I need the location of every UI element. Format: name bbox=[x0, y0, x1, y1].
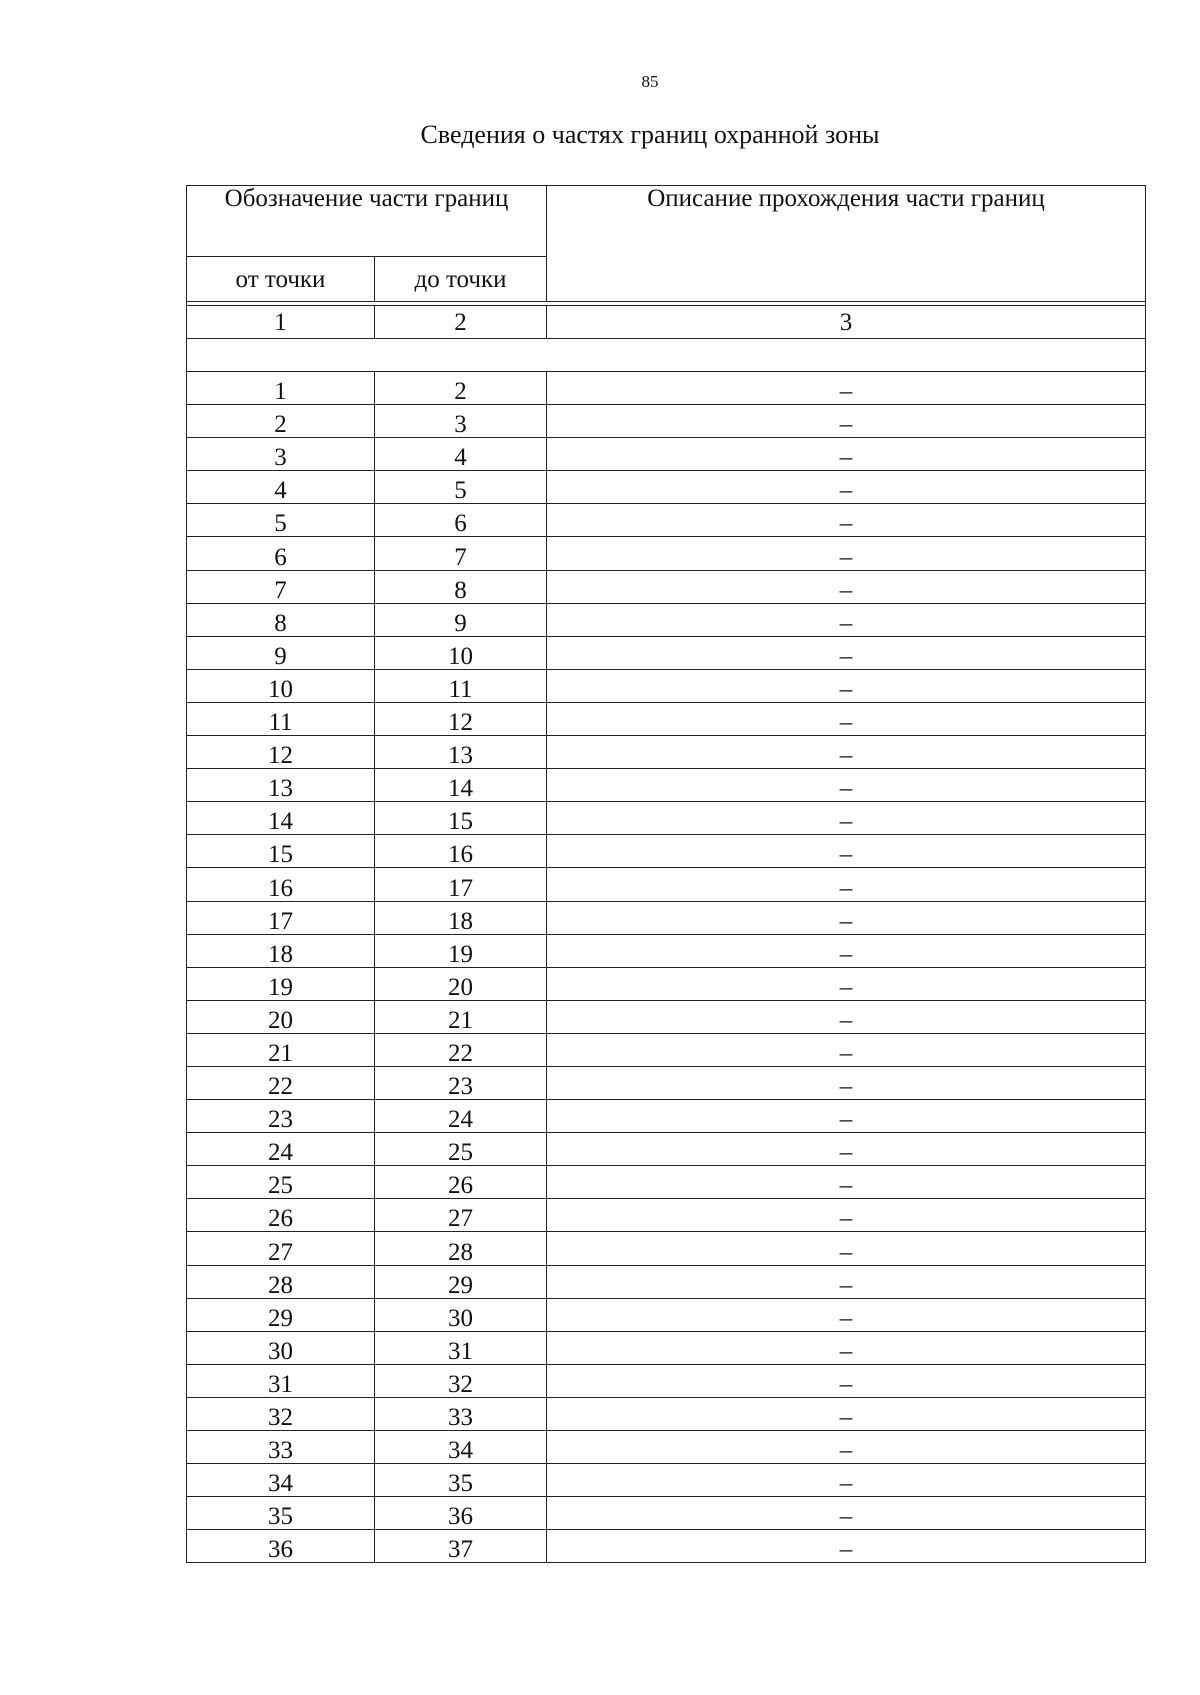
from-point-cell: 19 bbox=[187, 967, 375, 1000]
column-number: 1 bbox=[187, 306, 375, 339]
table-row bbox=[187, 603, 1146, 636]
to-point-cell: 25 bbox=[375, 1133, 547, 1166]
description-cell: – bbox=[547, 1431, 1146, 1464]
from-point-cell: 33 bbox=[187, 1431, 375, 1464]
table-row bbox=[187, 636, 1146, 669]
from-point-cell: 31 bbox=[187, 1364, 375, 1397]
to-point-cell: 12 bbox=[375, 702, 547, 735]
to-point-cell: 33 bbox=[375, 1397, 547, 1430]
description-cell: – bbox=[547, 1166, 1146, 1199]
description-cell: – bbox=[547, 736, 1146, 769]
from-point-cell: 25 bbox=[187, 1166, 375, 1199]
to-point-cell: 11 bbox=[375, 669, 547, 702]
description-cell: – bbox=[547, 438, 1146, 471]
table-row bbox=[187, 736, 1146, 769]
description-cell: – bbox=[547, 1497, 1146, 1530]
description-cell: – bbox=[547, 1199, 1146, 1232]
description-cell: – bbox=[547, 967, 1146, 1000]
table-row bbox=[187, 1530, 1146, 1563]
description-cell: – bbox=[547, 1066, 1146, 1099]
table-row bbox=[187, 1464, 1146, 1497]
description-cell: – bbox=[547, 1331, 1146, 1364]
description-cell: – bbox=[547, 1265, 1146, 1298]
column-number: 3 bbox=[547, 306, 1146, 339]
table-row bbox=[187, 1331, 1146, 1364]
description-cell: – bbox=[547, 471, 1146, 504]
header-description: Описание прохождения части границ bbox=[547, 186, 1146, 302]
from-point-cell: 28 bbox=[187, 1265, 375, 1298]
section-separator-row bbox=[187, 339, 1146, 372]
from-point-cell: 18 bbox=[187, 934, 375, 967]
from-point-cell: 3 bbox=[187, 438, 375, 471]
from-point-cell: 9 bbox=[187, 636, 375, 669]
to-point-cell: 28 bbox=[375, 1232, 547, 1265]
table-row bbox=[187, 769, 1146, 802]
description-cell: – bbox=[547, 835, 1146, 868]
from-point-cell: 7 bbox=[187, 570, 375, 603]
table-row bbox=[187, 1265, 1146, 1298]
from-point-cell: 8 bbox=[187, 603, 375, 636]
table-row bbox=[187, 372, 1146, 405]
table-row bbox=[187, 1100, 1146, 1133]
table-row bbox=[187, 1232, 1146, 1265]
from-point-cell: 4 bbox=[187, 471, 375, 504]
to-point-cell: 5 bbox=[375, 471, 547, 504]
to-point-cell: 27 bbox=[375, 1199, 547, 1232]
table-row bbox=[187, 669, 1146, 702]
to-point-cell: 29 bbox=[375, 1265, 547, 1298]
to-point-cell: 6 bbox=[375, 504, 547, 537]
table-row bbox=[187, 504, 1146, 537]
description-cell: – bbox=[547, 1464, 1146, 1497]
description-cell: – bbox=[547, 1397, 1146, 1430]
from-point-cell: 11 bbox=[187, 702, 375, 735]
column-numbers-row bbox=[187, 306, 1146, 339]
to-point-cell: 24 bbox=[375, 1100, 547, 1133]
description-cell: – bbox=[547, 603, 1146, 636]
table-row bbox=[187, 570, 1146, 603]
from-point-cell: 30 bbox=[187, 1331, 375, 1364]
to-point-cell: 13 bbox=[375, 736, 547, 769]
to-point-cell: 4 bbox=[375, 438, 547, 471]
table-row bbox=[187, 1364, 1146, 1397]
table-row bbox=[187, 438, 1146, 471]
to-point-cell: 7 bbox=[375, 537, 547, 570]
from-point-cell: 27 bbox=[187, 1232, 375, 1265]
to-point-cell: 31 bbox=[375, 1331, 547, 1364]
table-row bbox=[187, 1066, 1146, 1099]
description-cell: – bbox=[547, 1100, 1146, 1133]
from-point-cell: 5 bbox=[187, 504, 375, 537]
table-row bbox=[187, 835, 1146, 868]
to-point-cell: 34 bbox=[375, 1431, 547, 1464]
from-point-cell: 22 bbox=[187, 1066, 375, 1099]
table-row bbox=[187, 1497, 1146, 1530]
table-header-row bbox=[187, 186, 1146, 257]
to-point-cell: 16 bbox=[375, 835, 547, 868]
to-point-cell: 30 bbox=[375, 1298, 547, 1331]
header-to-point: до точки bbox=[375, 257, 547, 302]
table-row bbox=[187, 1133, 1146, 1166]
to-point-cell: 17 bbox=[375, 868, 547, 901]
from-point-cell: 16 bbox=[187, 868, 375, 901]
description-cell: – bbox=[547, 1133, 1146, 1166]
to-point-cell: 18 bbox=[375, 901, 547, 934]
from-point-cell: 34 bbox=[187, 1464, 375, 1497]
to-point-cell: 32 bbox=[375, 1364, 547, 1397]
table-row bbox=[187, 1431, 1146, 1464]
to-point-cell: 22 bbox=[375, 1033, 547, 1066]
description-cell: – bbox=[547, 372, 1146, 405]
from-point-cell: 35 bbox=[187, 1497, 375, 1530]
table-row bbox=[187, 1298, 1146, 1331]
from-point-cell: 29 bbox=[187, 1298, 375, 1331]
table-row bbox=[187, 802, 1146, 835]
description-cell: – bbox=[547, 636, 1146, 669]
to-point-cell: 21 bbox=[375, 1000, 547, 1033]
header-designation: Обозначение части границ bbox=[187, 186, 547, 257]
table-row bbox=[187, 702, 1146, 735]
to-point-cell: 37 bbox=[375, 1530, 547, 1563]
description-cell: – bbox=[547, 1530, 1146, 1563]
from-point-cell: 26 bbox=[187, 1199, 375, 1232]
to-point-cell: 8 bbox=[375, 570, 547, 603]
description-cell: – bbox=[547, 669, 1146, 702]
description-cell: – bbox=[547, 1364, 1146, 1397]
description-cell: – bbox=[547, 934, 1146, 967]
from-point-cell: 23 bbox=[187, 1100, 375, 1133]
description-cell: – bbox=[547, 570, 1146, 603]
table-row bbox=[187, 1000, 1146, 1033]
to-point-cell: 3 bbox=[375, 405, 547, 438]
to-point-cell: 2 bbox=[375, 372, 547, 405]
from-point-cell: 15 bbox=[187, 835, 375, 868]
to-point-cell: 14 bbox=[375, 769, 547, 802]
description-cell: – bbox=[547, 1298, 1146, 1331]
table-row bbox=[187, 1397, 1146, 1430]
to-point-cell: 26 bbox=[375, 1166, 547, 1199]
from-point-cell: 20 bbox=[187, 1000, 375, 1033]
page-number: 85 bbox=[641, 72, 659, 91]
to-point-cell: 36 bbox=[375, 1497, 547, 1530]
from-point-cell: 10 bbox=[187, 669, 375, 702]
from-point-cell: 17 bbox=[187, 901, 375, 934]
table-row bbox=[187, 405, 1146, 438]
to-point-cell: 19 bbox=[375, 934, 547, 967]
from-point-cell: 36 bbox=[187, 1530, 375, 1563]
from-point-cell: 6 bbox=[187, 537, 375, 570]
to-point-cell: 23 bbox=[375, 1066, 547, 1099]
table-row bbox=[187, 967, 1146, 1000]
table-row bbox=[187, 471, 1146, 504]
to-point-cell: 20 bbox=[375, 967, 547, 1000]
from-point-cell: 21 bbox=[187, 1033, 375, 1066]
description-cell: – bbox=[547, 1033, 1146, 1066]
to-point-cell: 10 bbox=[375, 636, 547, 669]
from-point-cell: 24 bbox=[187, 1133, 375, 1166]
table-row bbox=[187, 1033, 1146, 1066]
description-cell: – bbox=[547, 769, 1146, 802]
from-point-cell: 13 bbox=[187, 769, 375, 802]
to-point-cell: 9 bbox=[375, 603, 547, 636]
table-row bbox=[187, 1166, 1146, 1199]
description-cell: – bbox=[547, 504, 1146, 537]
table-row bbox=[187, 934, 1146, 967]
description-cell: – bbox=[547, 1232, 1146, 1265]
document-title: Сведения о частях границ охранной зоны bbox=[420, 120, 880, 149]
description-cell: – bbox=[547, 405, 1146, 438]
header-from-point: от точки bbox=[187, 257, 375, 302]
column-number: 2 bbox=[375, 306, 547, 339]
description-cell: – bbox=[547, 537, 1146, 570]
description-cell: – bbox=[547, 868, 1146, 901]
table-row bbox=[187, 537, 1146, 570]
to-point-cell: 15 bbox=[375, 802, 547, 835]
table-row bbox=[187, 901, 1146, 934]
description-cell: – bbox=[547, 1000, 1146, 1033]
from-point-cell: 14 bbox=[187, 802, 375, 835]
boundary-parts-table bbox=[186, 185, 1146, 1563]
table-row bbox=[187, 868, 1146, 901]
from-point-cell: 1 bbox=[187, 372, 375, 405]
description-cell: – bbox=[547, 901, 1146, 934]
table-row bbox=[187, 1199, 1146, 1232]
from-point-cell: 32 bbox=[187, 1397, 375, 1430]
to-point-cell: 35 bbox=[375, 1464, 547, 1497]
description-cell: – bbox=[547, 702, 1146, 735]
from-point-cell: 12 bbox=[187, 736, 375, 769]
from-point-cell: 2 bbox=[187, 405, 375, 438]
description-cell: – bbox=[547, 802, 1146, 835]
